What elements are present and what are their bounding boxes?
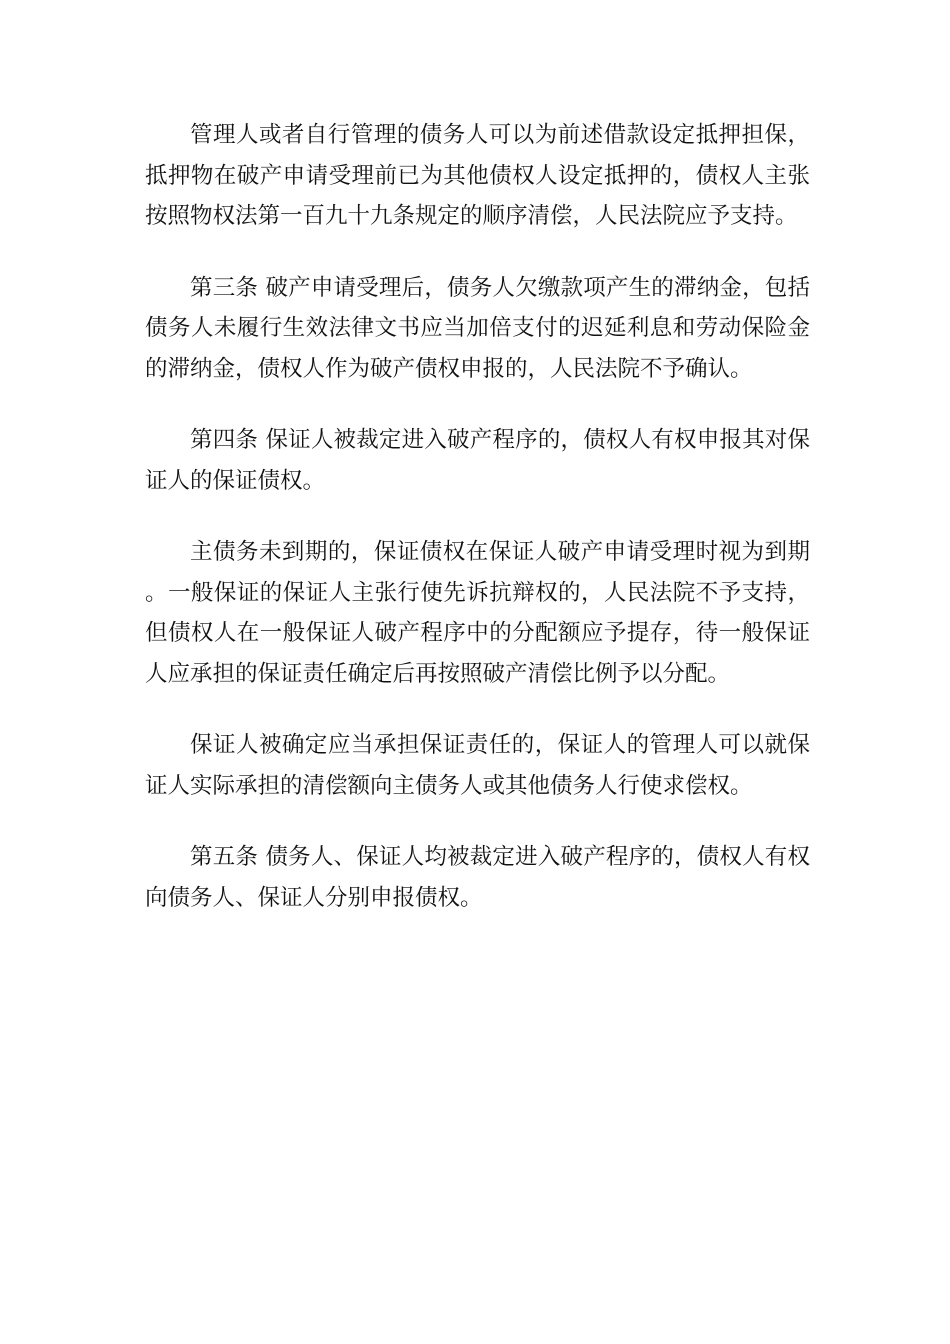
paragraph-article-5: 第五条 债务人、保证人均被裁定进入破产程序的，债权人有权向债务人、保证人分别申报债权。 <box>145 844 810 911</box>
paragraph-mortgage-guarantee: 管理人或者自行管理的债务人可以为前述借款设定抵押担保，抵押物在破产申请受理前已为其他债权人设定抵押的，债权人主张按照物权法第一百九十九条规定的顺序清偿，人民法院应予支持。 <box>145 122 810 229</box>
paragraph-guarantor-recourse: 保证人被确定应当承担保证责任的，保证人的管理人可以就保证人实际承担的清偿额向主债务人或其他债务人行使求偿权。 <box>145 732 810 799</box>
paragraph-article-3: 第三条 破产申请受理后，债务人欠缴款项产生的滞纳金，包括债务人未履行生效法律文书应当加倍支付的迟延利息和劳动保险金的滞纳金，债权人作为破产债权申报的，人民法院不予确认。 <box>145 274 810 382</box>
paragraph-article-4: 第四条 保证人被裁定进入破产程序的，债权人有权申报其对保证人的保证债权。 <box>145 427 810 494</box>
paragraph-main-debt-not-due: 主债务未到期的，保证债权在保证人破产申请受理时视为到期。一般保证的保证人主张行使先诉抗辩权的，人民法院不予支持，但债权人在一般保证人破产程序中的分配额应予提存，待一般保证人应承担的保证责任确定后再按照破产清偿比例予以分配。 <box>145 539 810 687</box>
document-body <box>145 115 810 918</box>
